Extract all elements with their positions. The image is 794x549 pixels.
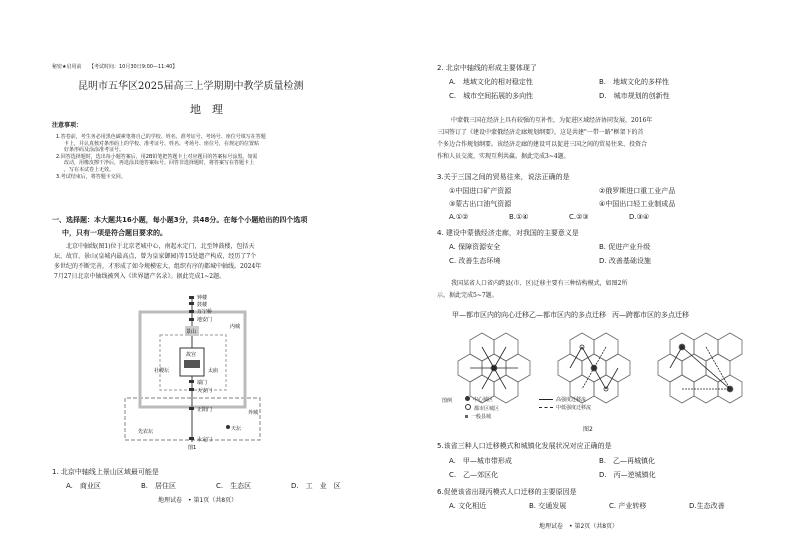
center-dot-icon: [465, 396, 470, 401]
q5-stem: 5.该省三种人口迁移模式和城镇化发展状况对应正确的是: [437, 442, 612, 450]
fig1-label: 永定门: [197, 437, 213, 443]
option-a[interactable]: A. 地域文化的相对稳定性: [449, 78, 533, 86]
fig1-label: 社稷坛: [154, 368, 170, 374]
option-c[interactable]: C. 乙—郊区化: [449, 471, 499, 479]
q5-options: [449, 456, 749, 480]
option-d[interactable]: D.③④: [629, 213, 650, 221]
option-a[interactable]: A.①②: [449, 213, 469, 221]
passage-line: 作和人员交流，实现互利共赢。据此完成3~4题。: [437, 153, 570, 160]
q4-stem: 4. 建设中蒙俄经济走廊，对我国的主要意义是: [437, 229, 579, 237]
fig1-label: 外城: [248, 410, 259, 416]
option-b[interactable]: B. 乙—再城镇化: [599, 457, 656, 465]
note-line: 3.考试结束后，将答题卡交回。: [56, 173, 126, 180]
option-a[interactable]: A. 保障资源安全: [449, 243, 501, 251]
passage3: [437, 278, 767, 302]
fig1-label: 内城: [230, 324, 241, 330]
passage-line: 北京中轴线(图1)位于北京老城中心，南起永定门，北至钟鼓楼，包括天: [66, 243, 255, 250]
fig1-label: 太庙: [208, 368, 219, 374]
fig1-caption: 图1: [188, 445, 197, 450]
exam-title: 昆明市五华区2025届高三上学期期中教学质量检测: [78, 81, 304, 92]
note-line: 好条形码及涂涂准考证号。: [64, 147, 125, 154]
q2-stem: 2. 北京中轴线的形成主要体现了: [437, 64, 537, 72]
statement-item: ②俄罗斯进口重工业产品: [599, 187, 676, 195]
passage-line: 我国某省人口省内跨县(市、区)迁移主要有三种结构模式，如图2所: [451, 280, 628, 287]
notes-title: 注意事项：: [52, 122, 83, 129]
q6-options: [449, 501, 769, 511]
passage2: [437, 115, 767, 163]
note-line: 卡上，并认真核对条形码上的学校、准考证号、姓名、考场号、座位号，在规定的位置贴: [64, 140, 260, 147]
option-a[interactable]: A. 文化相近: [449, 502, 487, 510]
fig2-title-a: 甲—都市区内的向心迁移: [452, 311, 529, 319]
option-a[interactable]: A. 商业区: [66, 482, 101, 490]
fig2-titles: [452, 311, 752, 320]
fig2-title-b: 乙—都市区内的多点迁移: [529, 311, 606, 319]
legend-item: 中低强度迁移流: [556, 405, 592, 411]
statement-item: ①中国进口矿产资源: [449, 187, 512, 195]
legend-item: 高强度迁移流: [556, 397, 587, 403]
note-line: 改动，用橡皮擦干净后，再选涂其他答案标号。回答非选择题时，将答案写在答题卡上: [64, 160, 255, 167]
q1-stem: 1. 北京中轴线上景山区域最可能是: [52, 468, 159, 476]
fig2-title-c: 丙—跨都市区的多点迁移: [612, 311, 689, 319]
solid-arrow-icon: [539, 399, 553, 400]
option-c[interactable]: C. 改善生态环境: [449, 257, 501, 265]
note-line: 2.回答选择题时，选出每小题答案后，用2B铅笔把答题卡上对应题目的答案标号涂黑。如需: [56, 153, 258, 160]
q4-options: [449, 242, 749, 266]
fig1-label: 先农坛: [138, 429, 154, 435]
option-b[interactable]: B. 地域文化的多样性: [599, 78, 670, 86]
note-line: ，写在本试卷上无效。: [64, 166, 115, 173]
q6-stem: 6.促使该省出现丙模式人口迁移的主要原因是: [437, 488, 577, 496]
ring-dot-icon: [465, 404, 471, 410]
q3-options: [449, 212, 689, 222]
option-c[interactable]: C. 生态区: [216, 482, 252, 490]
passage-line: 中蒙俄三国在经济上具有较强的互补性，为促进区域经济协同发展，2016年: [451, 117, 653, 124]
section1-line1: 一、选择题：本大题共16小题，每小题3分，共48分。在每个小题给出的四个选项: [52, 216, 308, 224]
passage-line: 三国签订了《建设中蒙俄经济走廊规划纲要》，这是共建"一带一路"框架下的首: [437, 129, 644, 136]
palace-icon: [184, 360, 200, 368]
passage-line: 个多边合作规划纲要。该经济走廊的建设可以促进三国之间的贸易往来、投资合: [437, 141, 648, 148]
fig1-label: 正阳门: [197, 407, 213, 413]
figure-1-axis-map: [120, 290, 270, 450]
fig1-label: 地安门: [197, 317, 213, 323]
option-b[interactable]: B. 交通发展: [529, 502, 567, 510]
fig1-label: 天安门: [197, 388, 213, 394]
q3-items: [449, 186, 749, 209]
passage-line: 7月27日北京中轴线被列入《世界遗产名录》。据此完成1~2题。: [54, 273, 226, 280]
subject-title: 地 理: [190, 103, 223, 116]
option-d[interactable]: D.生态改善: [689, 502, 725, 510]
option-b[interactable]: B. 促进产业升级: [599, 243, 651, 251]
small-dot-icon: [465, 415, 468, 418]
fig1-label: 端门: [197, 380, 208, 386]
notes-block: [56, 134, 376, 180]
fig1-label: 万宁桥: [197, 309, 213, 315]
q2-options: [449, 77, 749, 101]
option-d[interactable]: D. 丙—逆城镇化: [599, 471, 656, 479]
option-c[interactable]: C.②③: [569, 213, 589, 221]
legend-item: 都市区城区: [474, 406, 500, 412]
dashed-arrow-icon: [539, 407, 553, 408]
passage-line: 坛、故宫、景山(皇城内最高点，曾为皇家御园)等15处遗产构成，经历了7个: [54, 253, 257, 260]
option-b[interactable]: B. 居住区: [141, 482, 177, 490]
option-d[interactable]: D. 工 业 区: [291, 482, 341, 490]
fig1-label: 故宫: [186, 352, 197, 358]
option-c[interactable]: C. 城市空间拓展的多向性: [449, 92, 534, 100]
fig1-label: 鼓楼: [197, 302, 208, 308]
option-d[interactable]: D. 改善基础设施: [599, 257, 651, 265]
page-footer-1: 地理试卷 • 第1页（共8页）: [158, 497, 238, 504]
option-a[interactable]: A. 甲—城市带形成: [449, 457, 512, 465]
fig1-label: 天坛: [231, 426, 242, 432]
section1-line2: 中，只有一项是符合题目要求的。: [62, 229, 167, 237]
fig1-label: 钟楼: [197, 295, 208, 301]
legend-item: 一般县城: [471, 414, 492, 420]
fig2-caption: 图2: [583, 426, 593, 433]
legend-item: 中心城区: [473, 397, 494, 403]
note-line: 1.答卷前，考生务必用黑色碳素笔将自己的学校、姓名、准考证号、考场号、座位号填写在答题: [56, 134, 266, 140]
passage1: [54, 242, 370, 282]
passage-line: 示。据此完成5~7题。: [437, 292, 498, 299]
option-c[interactable]: C. 产业转移: [609, 502, 647, 510]
right-page: [397, 0, 794, 549]
option-d[interactable]: D. 城市规划的创新性: [599, 92, 670, 100]
header-line: 秘密★启用前 【考试时间：10月30日9:00—11:40】: [52, 64, 178, 70]
page-footer-2: 地理试卷 • 第2页（共8页）: [539, 523, 619, 530]
statement-item: ④中国出口轻工业制成品: [599, 200, 676, 208]
passage-line: 多世纪的不断完善，才形成了如今规模宏大、组织有序的都城中轴线。2024年: [54, 263, 262, 270]
q1-options: [66, 481, 366, 491]
fig1-label: 景山: [186, 329, 197, 335]
fig2-legend-prefix: 图例: [442, 398, 453, 404]
option-b[interactable]: B.①④: [509, 213, 529, 221]
statement-item: ③蒙古出口油气资源: [449, 200, 512, 208]
q3-stem: 3.关于三国之间的贸易往来，说法正确的是: [437, 173, 570, 181]
fig2-legend: [465, 396, 725, 421]
